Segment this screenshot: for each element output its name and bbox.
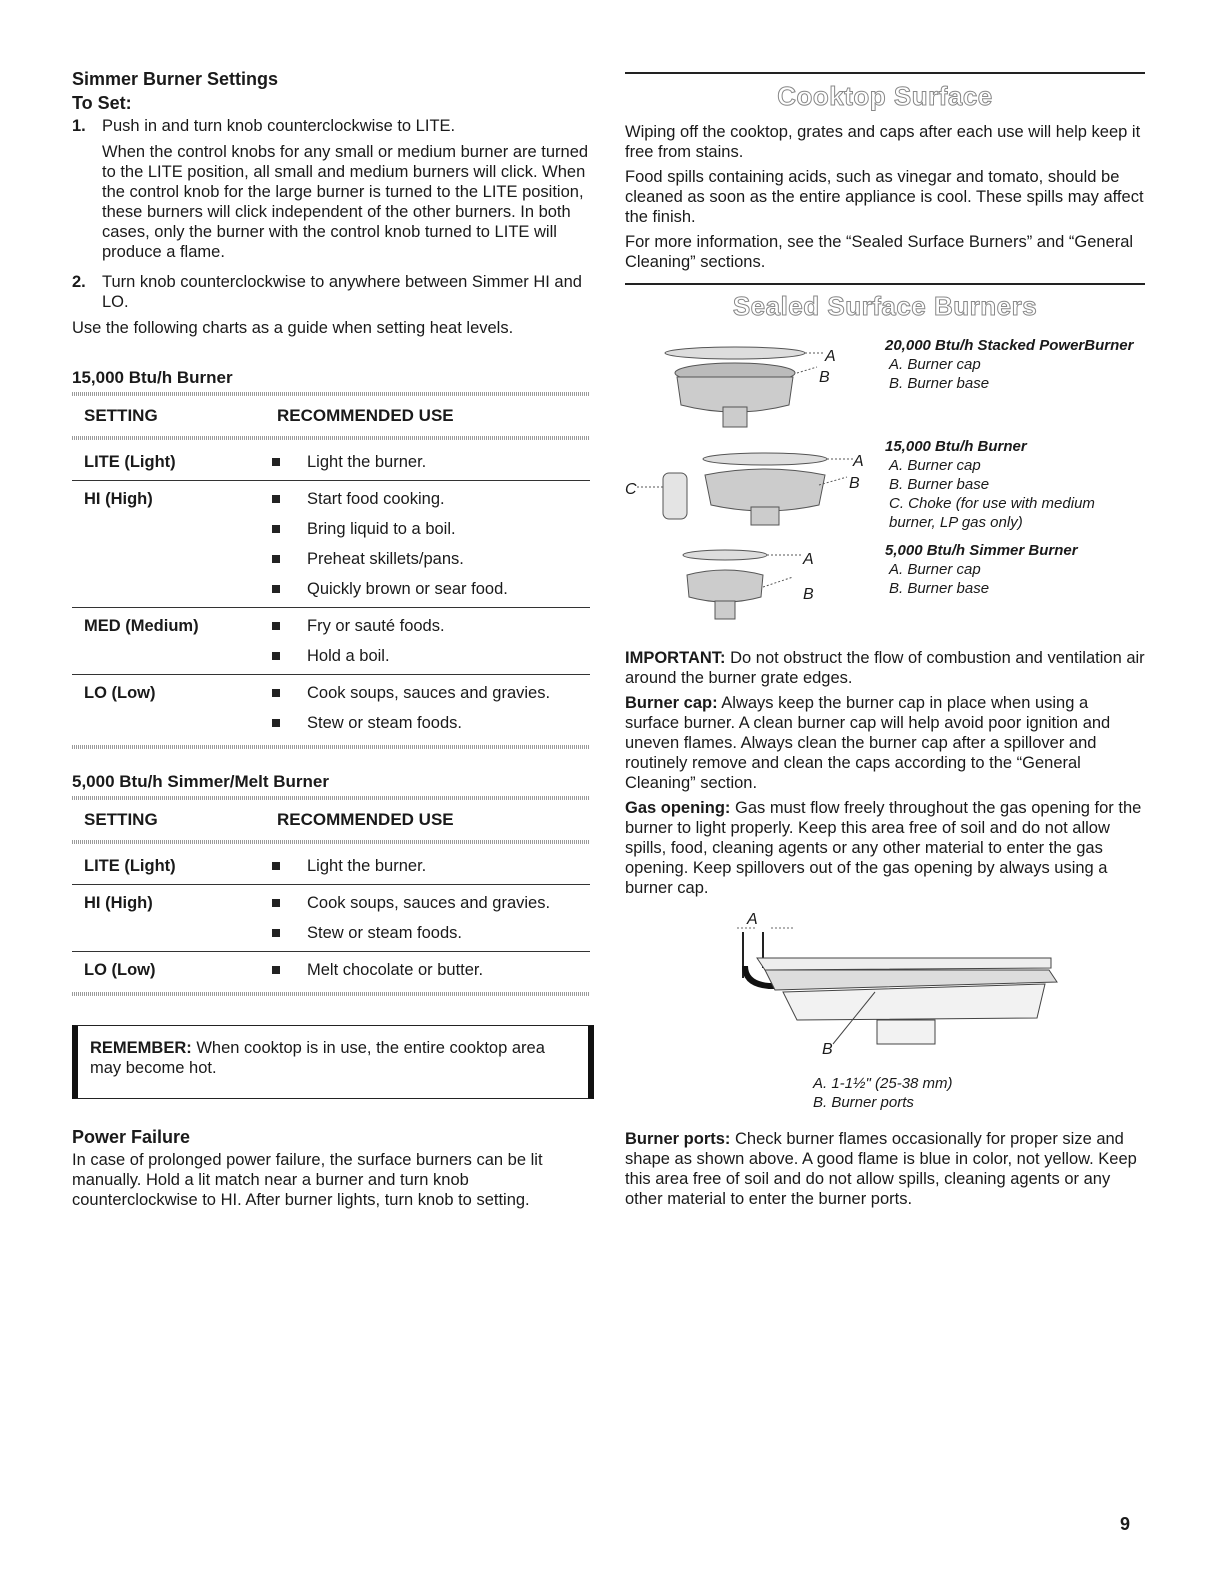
table-row [72, 608, 590, 675]
fig3-a: A. Burner cap [889, 561, 981, 578]
use-item: Preheat skillets/pans. [267, 549, 590, 569]
table-caption: 5,000 Btu/h Simmer/Melt Burner [72, 772, 329, 791]
step-1 [72, 116, 590, 136]
setting-cell: LITE (Light) [84, 453, 176, 471]
important-label: IMPORTANT: [625, 649, 726, 667]
remember-label: REMEMBER: [90, 1039, 192, 1057]
section-rule [625, 283, 1145, 285]
burner-ports-text: Check burner flames occasionally for proper size and shape as shown above. A good flame is blue in color, not yellow. Keep this area free of soil and do not allow spills, cleaning agents or any other material to enter the burner ports. [625, 1130, 1137, 1208]
hatch-divider [72, 392, 590, 396]
burner-cap-label: Burner cap: [625, 694, 718, 712]
label-b: B [803, 586, 814, 603]
use-item: Bring liquid to a boil. [267, 519, 590, 539]
power-failure-heading: Power Failure [72, 1127, 191, 1147]
fig1-b: B. Burner base [889, 375, 990, 392]
fig1-caption [885, 336, 1135, 393]
label-b: B [819, 369, 830, 386]
remember-text [90, 1038, 576, 1078]
use-cell [267, 960, 590, 980]
use-item: Start food cooking. [267, 489, 590, 509]
use-item: Light the burner. [267, 856, 590, 876]
section-rule [625, 72, 1145, 74]
medium-burner-illustration [637, 453, 853, 525]
gas-opening-label: Gas opening: [625, 799, 731, 817]
header-setting: SETTING [84, 406, 158, 425]
cooktop-paragraph: Food spills containing acids, such as vinegar and tomato, should be cleaned as soon as the entire appliance is cool. These spills may affect the finish. [625, 168, 1144, 226]
to-set-heading: To Set: [72, 93, 132, 113]
simmer-heading: Simmer Burner Settings [72, 69, 279, 89]
cooktop-surface-title: Cooktop Surface [777, 81, 993, 111]
table-row [72, 481, 590, 608]
guide-text: Use the following charts as a guide when setting heat levels. [72, 319, 514, 337]
fig2-caption [885, 437, 1135, 532]
use-item: Fry or sauté foods. [267, 616, 590, 636]
table-row [72, 848, 590, 885]
setting-cell: LO (Low) [84, 961, 156, 979]
label-a: A [853, 453, 864, 470]
fig1-title: 20,000 Btu/h Stacked PowerBurner [885, 337, 1134, 354]
label-c: C [625, 481, 637, 498]
use-cell [267, 893, 590, 943]
table-header [72, 400, 590, 432]
stacked-powerburner-illustration [665, 347, 825, 427]
fig2-c: C. Choke (for use with medium burner, LP gas only) [889, 495, 1095, 531]
table-15000-burner [72, 368, 590, 753]
setting-cell: MED (Medium) [84, 617, 199, 635]
important-paragraph [625, 648, 1145, 688]
table-row [72, 675, 590, 741]
fig2-a: A. Burner cap [889, 457, 981, 474]
use-cell [267, 489, 590, 599]
diagram-caption-b: B. Burner ports [813, 1094, 914, 1111]
cooktop-paragraph: For more information, see the “Sealed Surface Burners” and “General Cleaning” sections. [625, 233, 1134, 271]
use-item: Cook soups, sauces and gravies. [267, 683, 590, 703]
table-row [72, 444, 590, 481]
step-1-detail [72, 142, 590, 262]
hatch-divider [72, 840, 590, 844]
setting-cell: HI (High) [84, 894, 153, 912]
hatch-divider [72, 992, 590, 996]
cooktop-paragraph: Wiping off the cooktop, grates and caps after each use will help keep it free from stains. [625, 123, 1141, 161]
header-setting: SETTING [84, 810, 158, 829]
table-row [72, 952, 590, 988]
to-set-steps [72, 116, 590, 338]
setting-cell: LO (Low) [84, 684, 156, 702]
table-header [72, 804, 590, 836]
table-row [72, 885, 590, 952]
hatch-divider [72, 745, 590, 749]
hatch-divider [72, 436, 590, 440]
use-cell [267, 616, 590, 666]
page-number: 9 [1120, 1514, 1131, 1534]
diagram-caption-a: A. 1-1½" (25-38 mm) [813, 1075, 953, 1092]
use-item: Stew or steam foods. [267, 923, 590, 943]
label-a: A [803, 551, 814, 568]
use-item: Cook soups, sauces and gravies. [267, 893, 590, 913]
step-text: Push in and turn knob counterclockwise to LITE. [102, 117, 456, 135]
header-use: RECOMMENDED USE [277, 810, 454, 829]
burner-cross-section-diagram [705, 908, 1085, 1058]
use-item: Melt chocolate or butter. [267, 960, 590, 980]
use-cell [267, 683, 590, 733]
fig2-title: 15,000 Btu/h Burner [885, 438, 1027, 455]
gas-opening-text: Gas must flow freely throughout the gas opening for the burner to light properly. Keep this area free of soil and do not allow spills, food, cleaning agents or any other material to enter the gas opening. Keep spillovers out of the gas opening by always using a burner cap. [625, 799, 1142, 897]
step-2 [72, 272, 590, 312]
use-cell [267, 452, 590, 472]
burner-cap-text: Always keep the burner cap in place when using a surface burner. A clean burner cap will help avoid poor ignition and uneven flames. Always clean the burner cap after a spillover and routinely remove and clean the caps according to the “General Cleaning” section. [625, 694, 1111, 792]
label-b: B [849, 475, 860, 492]
use-item: Light the burner. [267, 452, 590, 472]
remember-body: When cooktop is in use, the entire cooktop area may become hot. [90, 1039, 545, 1077]
power-failure-text: In case of prolonged power failure, the surface burners can be lit manually. Hold a lit match near a burner and turn knob counterclockwise to HI. After burner lights, turn knob to setting. [72, 1151, 543, 1209]
remember-box [72, 1025, 594, 1099]
fig1-a: A. Burner cap [889, 356, 981, 373]
sealed-burners-title: Sealed Surface Burners [732, 291, 1038, 321]
burner-ports-label: Burner ports: [625, 1130, 731, 1148]
label-a: A [825, 348, 836, 365]
hatch-divider [72, 796, 590, 800]
fig3-title: 5,000 Btu/h Simmer Burner [885, 542, 1078, 559]
fig2-b: B. Burner base [889, 476, 990, 493]
fig3-b: B. Burner base [889, 580, 990, 597]
setting-cell: LITE (Light) [84, 857, 176, 875]
simmer-burner-illustration [683, 550, 801, 619]
step-text: When the control knobs for any small or medium burner are turned to the LITE position, all small and medium burners will click. When the control knob for the large burner is turned to the LITE position, these burners will click independent of the other burners. In both cases, only the burner with the control knob turned to LITE will produce a flame. [102, 143, 589, 261]
diagram-caption [813, 1074, 1013, 1112]
burner-ports-paragraph [625, 1129, 1145, 1209]
step-number: 2. [72, 273, 86, 291]
step-text: Turn knob counterclockwise to anywhere between Simmer HI and LO. [102, 273, 582, 311]
table-caption: 15,000 Btu/h Burner [72, 368, 233, 387]
fig3-caption [885, 541, 1135, 598]
use-item: Stew or steam foods. [267, 713, 590, 733]
burner-illustrations [625, 335, 885, 635]
burner-cap-paragraph [625, 693, 1145, 793]
step-number: 1. [72, 117, 86, 135]
label-b: B [822, 1041, 833, 1058]
label-a: A [747, 911, 758, 928]
important-text: Do not obstruct the flow of combustion and ventilation air around the burner grate edges. [625, 649, 1145, 687]
use-item: Hold a boil. [267, 646, 590, 666]
table-5000-simmer-burner [72, 772, 590, 1000]
setting-cell: HI (High) [84, 490, 153, 508]
use-cell [267, 856, 590, 876]
header-use: RECOMMENDED USE [277, 406, 454, 425]
use-item: Quickly brown or sear food. [267, 579, 590, 599]
gas-opening-paragraph [625, 798, 1145, 898]
